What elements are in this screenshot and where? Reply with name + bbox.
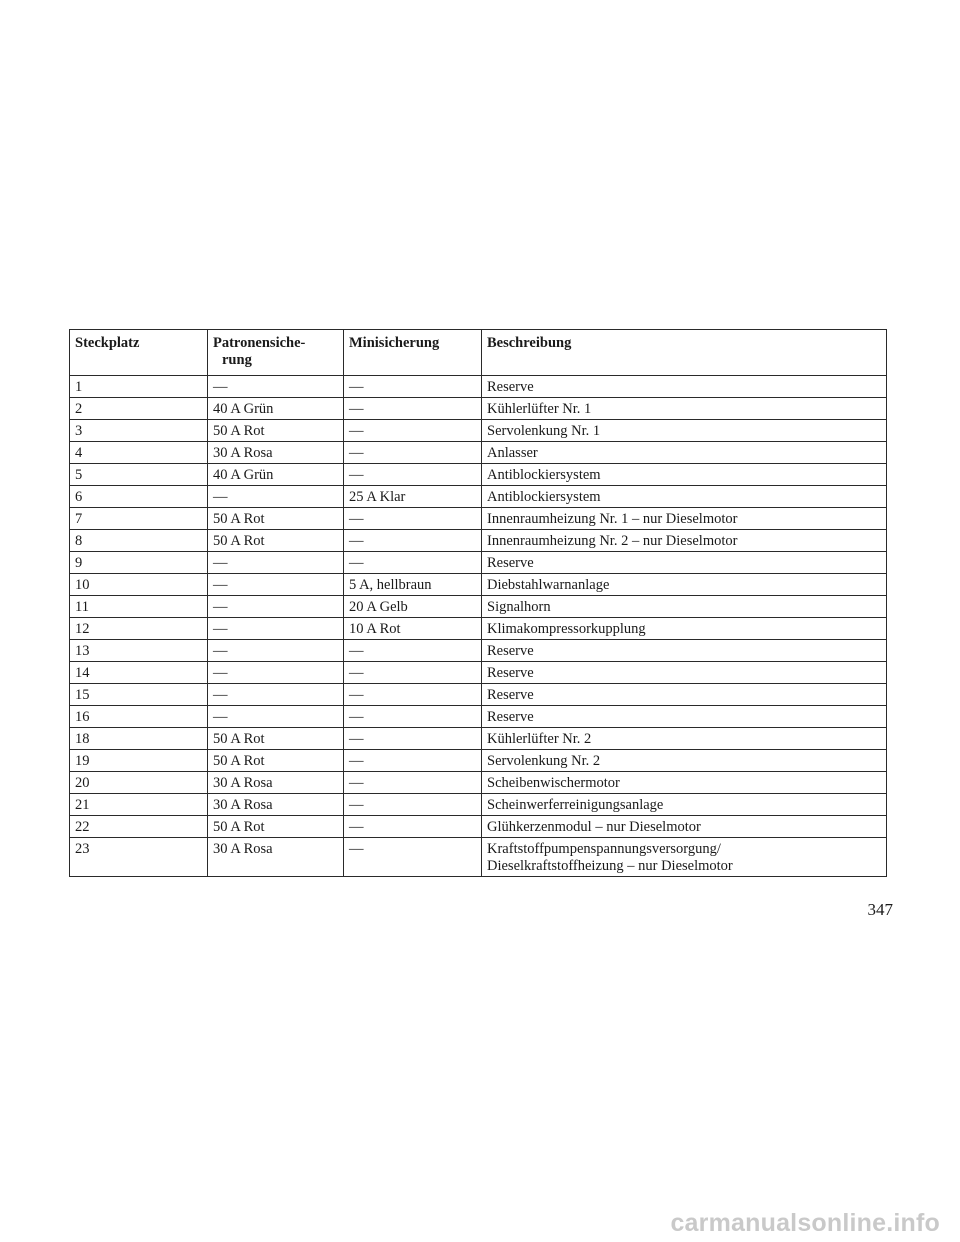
header-cartridge-line1: Patronensiche- bbox=[213, 335, 306, 351]
cell-cartridge: 50 A Rot bbox=[208, 728, 344, 750]
cell-description: Innenraumheizung Nr. 2 – nur Dieselmotor bbox=[482, 530, 887, 552]
cell-slot: 9 bbox=[70, 552, 208, 574]
cell-cartridge: — bbox=[208, 618, 344, 640]
table-row bbox=[70, 376, 887, 398]
cell-cartridge: — bbox=[208, 552, 344, 574]
cell-description: Reserve bbox=[482, 684, 887, 706]
cell-cartridge: 50 A Rot bbox=[208, 750, 344, 772]
cell-slot: 15 bbox=[70, 684, 208, 706]
header-mini: Minisicherung bbox=[344, 330, 482, 376]
cell-description: Reserve bbox=[482, 376, 887, 398]
cell-description: Signalhorn bbox=[482, 596, 887, 618]
cell-cartridge: — bbox=[208, 640, 344, 662]
cell-mini: — bbox=[344, 728, 482, 750]
table-row bbox=[70, 728, 887, 750]
cell-slot: 23 bbox=[70, 838, 208, 877]
cell-slot: 8 bbox=[70, 530, 208, 552]
cell-cartridge: — bbox=[208, 706, 344, 728]
cell-mini: — bbox=[344, 816, 482, 838]
cell-slot: 20 bbox=[70, 772, 208, 794]
table-row bbox=[70, 816, 887, 838]
cell-mini: — bbox=[344, 530, 482, 552]
cell-description: Diebstahlwarnanlage bbox=[482, 574, 887, 596]
fuse-table bbox=[69, 329, 887, 877]
cell-cartridge: 30 A Rosa bbox=[208, 442, 344, 464]
cell-description: Antiblockiersystem bbox=[482, 486, 887, 508]
cell-mini: 20 A Gelb bbox=[344, 596, 482, 618]
cell-cartridge: 50 A Rot bbox=[208, 420, 344, 442]
cell-mini: — bbox=[344, 706, 482, 728]
cell-description: Innenraumheizung Nr. 1 – nur Dieselmotor bbox=[482, 508, 887, 530]
cell-cartridge: — bbox=[208, 684, 344, 706]
cell-description: Reserve bbox=[482, 640, 887, 662]
cell-mini: — bbox=[344, 838, 482, 877]
cell-slot: 2 bbox=[70, 398, 208, 420]
cell-slot: 10 bbox=[70, 574, 208, 596]
header-cartridge bbox=[208, 330, 344, 376]
cell-description: Klimakompressorkupplung bbox=[482, 618, 887, 640]
table-row bbox=[70, 684, 887, 706]
table-row bbox=[70, 596, 887, 618]
cell-slot: 4 bbox=[70, 442, 208, 464]
cell-description: Servolenkung Nr. 1 bbox=[482, 420, 887, 442]
cell-description: Reserve bbox=[482, 662, 887, 684]
cell-cartridge: 30 A Rosa bbox=[208, 794, 344, 816]
cell-description: Glühkerzenmodul – nur Dieselmotor bbox=[482, 816, 887, 838]
cell-cartridge: — bbox=[208, 486, 344, 508]
cell-mini: — bbox=[344, 398, 482, 420]
table-row bbox=[70, 640, 887, 662]
cell-slot: 22 bbox=[70, 816, 208, 838]
cell-cartridge: 40 A Grün bbox=[208, 464, 344, 486]
cell-cartridge: — bbox=[208, 662, 344, 684]
cell-description: Scheinwerferreinigungsanlage bbox=[482, 794, 887, 816]
header-row bbox=[70, 330, 887, 376]
table-row bbox=[70, 618, 887, 640]
cell-description: Kühlerlüfter Nr. 2 bbox=[482, 728, 887, 750]
table-row bbox=[70, 706, 887, 728]
cell-cartridge: 50 A Rot bbox=[208, 816, 344, 838]
table-row bbox=[70, 442, 887, 464]
cell-cartridge: 50 A Rot bbox=[208, 508, 344, 530]
table-row bbox=[70, 552, 887, 574]
cell-description: Antiblockiersystem bbox=[482, 464, 887, 486]
table-row bbox=[70, 750, 887, 772]
cell-mini: — bbox=[344, 508, 482, 530]
cell-description-line2: Dieselkraftstoffheizung – nur Dieselmotor bbox=[487, 858, 733, 874]
cell-mini: 25 A Klar bbox=[344, 486, 482, 508]
cell-mini: — bbox=[344, 750, 482, 772]
cell-cartridge: — bbox=[208, 376, 344, 398]
cell-cartridge: — bbox=[208, 596, 344, 618]
cell-slot: 11 bbox=[70, 596, 208, 618]
cell-description: Kühlerlüfter Nr. 1 bbox=[482, 398, 887, 420]
table-row bbox=[70, 574, 887, 596]
cell-description: Anlasser bbox=[482, 442, 887, 464]
table-row bbox=[70, 464, 887, 486]
cell-slot: 3 bbox=[70, 420, 208, 442]
table-row bbox=[70, 772, 887, 794]
table-row bbox=[70, 420, 887, 442]
cell-cartridge: 30 A Rosa bbox=[208, 838, 344, 877]
header-description: Beschreibung bbox=[482, 330, 887, 376]
cell-slot: 21 bbox=[70, 794, 208, 816]
cell-mini: — bbox=[344, 464, 482, 486]
fuse-table-body bbox=[70, 376, 887, 877]
cell-slot: 16 bbox=[70, 706, 208, 728]
cell-mini: — bbox=[344, 552, 482, 574]
cell-description-line1: Kraftstoffpumpenspannungsversorgung/ bbox=[487, 841, 721, 857]
header-slot: Steckplatz bbox=[70, 330, 208, 376]
table-row bbox=[70, 662, 887, 684]
cell-description: Scheibenwischermotor bbox=[482, 772, 887, 794]
cell-mini: — bbox=[344, 684, 482, 706]
cell-mini: — bbox=[344, 640, 482, 662]
cell-slot: 18 bbox=[70, 728, 208, 750]
table-row bbox=[70, 838, 887, 877]
cell-mini: — bbox=[344, 662, 482, 684]
cell-mini: 5 A, hellbraun bbox=[344, 574, 482, 596]
fuse-table-header bbox=[70, 330, 887, 376]
cell-slot: 12 bbox=[70, 618, 208, 640]
cell-cartridge: 50 A Rot bbox=[208, 530, 344, 552]
cell-description bbox=[482, 838, 887, 877]
watermark-text: carmanualsonline.info bbox=[670, 1209, 940, 1237]
table-row bbox=[70, 794, 887, 816]
cell-slot: 7 bbox=[70, 508, 208, 530]
table-row bbox=[70, 530, 887, 552]
cell-mini: — bbox=[344, 376, 482, 398]
cell-cartridge: — bbox=[208, 574, 344, 596]
table-row bbox=[70, 486, 887, 508]
cell-slot: 1 bbox=[70, 376, 208, 398]
cell-description: Reserve bbox=[482, 552, 887, 574]
cell-slot: 19 bbox=[70, 750, 208, 772]
table-row bbox=[70, 398, 887, 420]
table-row bbox=[70, 508, 887, 530]
page-number: 347 bbox=[867, 900, 893, 919]
cell-mini: — bbox=[344, 772, 482, 794]
cell-mini: 10 A Rot bbox=[344, 618, 482, 640]
cell-slot: 13 bbox=[70, 640, 208, 662]
cell-slot: 5 bbox=[70, 464, 208, 486]
cell-mini: — bbox=[344, 794, 482, 816]
cell-slot: 14 bbox=[70, 662, 208, 684]
cell-description: Reserve bbox=[482, 706, 887, 728]
cell-cartridge: 40 A Grün bbox=[208, 398, 344, 420]
cell-cartridge: 30 A Rosa bbox=[208, 772, 344, 794]
cell-slot: 6 bbox=[70, 486, 208, 508]
cell-description: Servolenkung Nr. 2 bbox=[482, 750, 887, 772]
cell-mini: — bbox=[344, 442, 482, 464]
header-cartridge-line2: rung bbox=[222, 352, 252, 368]
cell-mini: — bbox=[344, 420, 482, 442]
